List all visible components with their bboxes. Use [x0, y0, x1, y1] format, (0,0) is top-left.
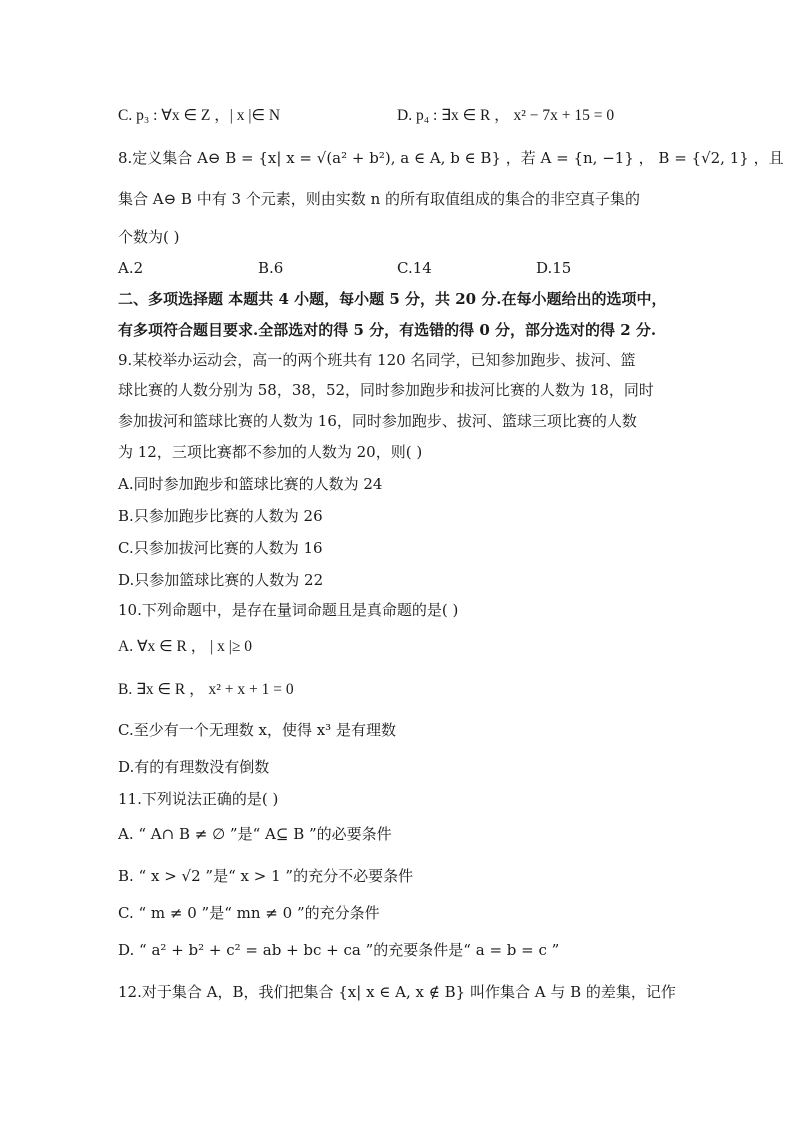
q8-stem-line3: 个数为( ) — [118, 228, 180, 246]
q7-option-d: D. p₄ : ∃x ∈ R ， x² − 7x + 15 = 0 — [397, 107, 615, 124]
q9-option-c: C.只参加拔河比赛的人数为 16 — [118, 539, 323, 557]
q11-option-b: B. “ x > √2 ”是“ x > 1 ”的充分不必要条件 — [118, 867, 414, 885]
q9-stem-line2: 球比赛的人数分别为 58，38，52，同时参加跑步和拔河比赛的人数为 18，同时 — [118, 381, 654, 399]
q8-stem-line2: 集合 A⊖ B 中有 3 个元素，则由实数 n 的所有取值组成的集合的非空真子集的 — [118, 190, 641, 208]
q8-option-a: A.2 — [118, 259, 144, 277]
section2-heading-line1: 二、多项选择题 本题共 4 小题，每小题 5 分，共 20 分.在每小题给出的选项中， — [118, 290, 667, 308]
q8-stem-line1: 8.定义集合 A⊖ B = {x| x = √(a² + b²), a ∈ A, b ∈ B} ，若 A = {n, −1} ， B = {√2, 1} ，且 — [118, 149, 784, 167]
q9-option-b: B.只参加跑步比赛的人数为 26 — [118, 507, 323, 525]
q10-option-d: D.有的有理数没有倒数 — [118, 758, 270, 776]
q8-option-b: B.6 — [258, 259, 284, 277]
q11-stem: 11.下列说法正确的是( ) — [118, 790, 279, 808]
q9-option-d: D.只参加篮球比赛的人数为 22 — [118, 571, 324, 589]
q10-stem: 10.下列命题中，是存在量词命题且是真命题的是( ) — [118, 601, 459, 619]
q9-stem-line1: 9.某校举办运动会，高一的两个班共有 120 名同学，已知参加跑步、拔河、篮 — [118, 351, 636, 369]
q8-option-c: C.14 — [397, 259, 432, 277]
q11-option-a: A. “ A∩ B ≠ ∅ ”是“ A⊆ B ”的必要条件 — [118, 825, 392, 843]
q10-option-b: B. ∃x ∈ R ， x² + x + 1 = 0 — [118, 681, 294, 698]
q9-stem-line3: 参加拔河和篮球比赛的人数为 16，同时参加跑步、拔河、篮球三项比赛的人数 — [118, 412, 637, 430]
section2-heading-line2: 有多项符合题目要求.全部选对的得 5 分，有选错的得 0 分，部分选对的得 2 分. — [118, 321, 657, 339]
q10-option-a: A. ∀x ∈ R ， | x |≥ 0 — [118, 638, 252, 655]
q12-stem: 12.对于集合 A，B，我们把集合 {x| x ∈ A, x ∉ B} 叫作集合 A 与 B 的差集，记作 — [118, 983, 676, 1001]
q8-option-d: D.15 — [536, 259, 572, 277]
q11-option-d: D. “ a² + b² + c² = ab + bc + ca ”的充要条件是“ a = b = c ” — [118, 941, 560, 959]
q11-option-c: C. “ m ≠ 0 ”是“ mn ≠ 0 ”的充分条件 — [118, 904, 380, 922]
q7-option-c: C. p₃ : ∀x ∈ Z ，| x |∈ N — [118, 107, 281, 124]
q10-option-c: C.至少有一个无理数 x，使得 x³ 是有理数 — [118, 721, 396, 739]
q9-stem-line4: 为 12，三项比赛都不参加的人数为 20，则( ) — [118, 443, 423, 461]
q9-option-a: A.同时参加跑步和篮球比赛的人数为 24 — [118, 475, 383, 493]
